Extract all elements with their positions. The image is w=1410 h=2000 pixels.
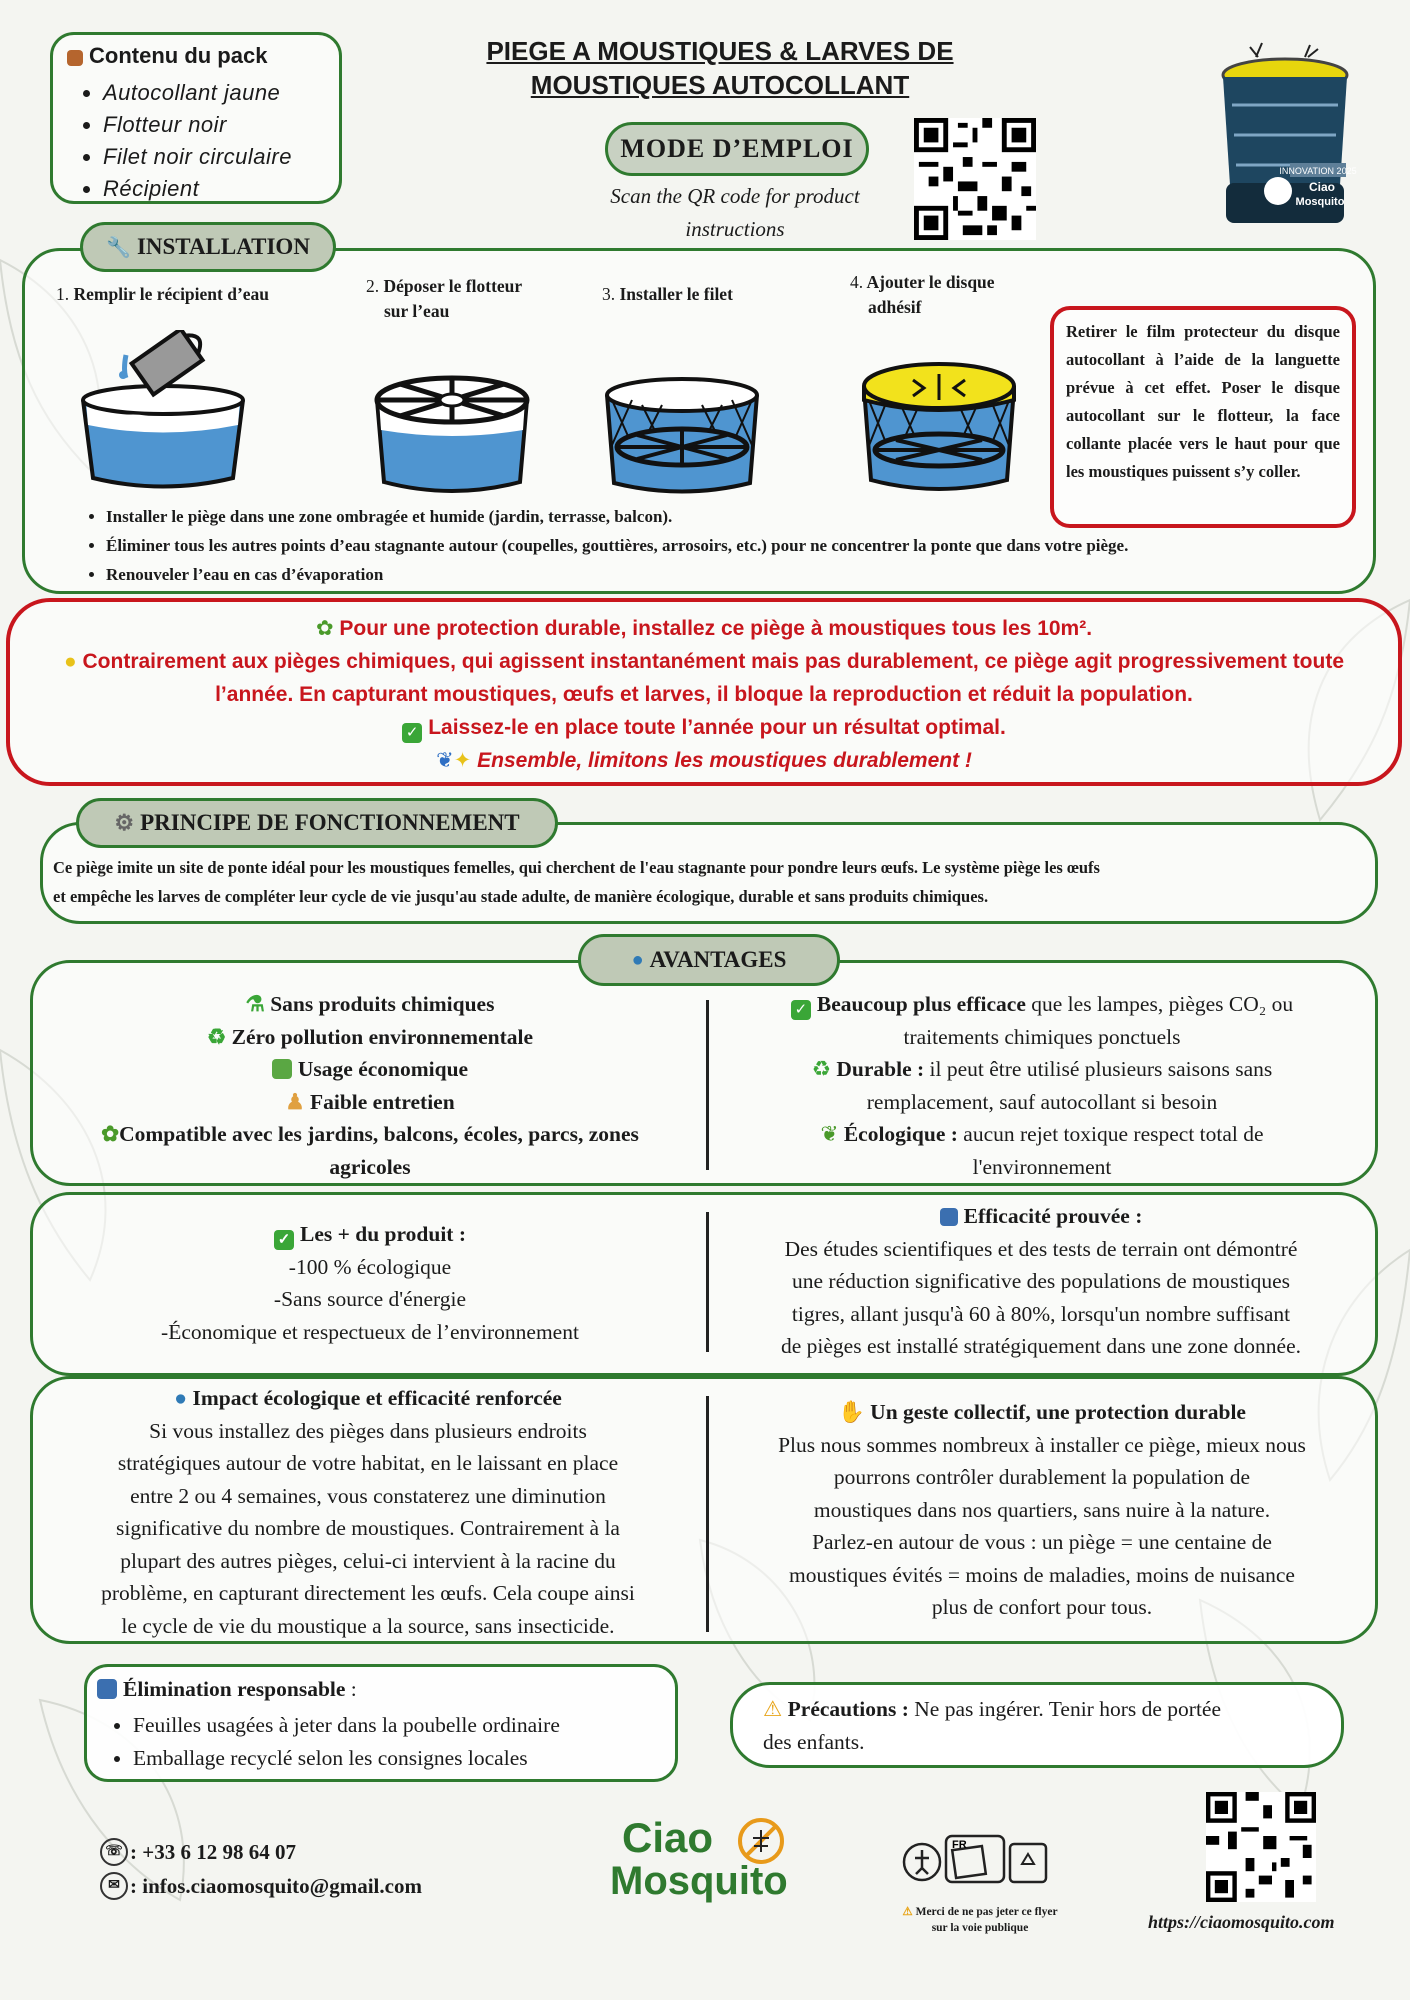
qr-code[interactable]	[914, 118, 1036, 240]
step-4-illustration	[858, 358, 1020, 498]
list-item: • Éliminer tous les autres points d’eau stagnante autour (coupelles, gouttières, arrosoirs, etc.) pour ne concentrer la ponte que dans votre piège.	[106, 531, 1396, 560]
globe-icon: ●	[631, 948, 644, 971]
warning-icon: ⚠	[763, 1697, 783, 1721]
elimination-list	[105, 1709, 560, 1775]
avantages-divider	[706, 1000, 709, 1170]
installation-pill	[80, 222, 336, 272]
website-link[interactable]: https://ciaomosquito.com	[1148, 1912, 1335, 1932]
principe-title: PRINCIPE DE FONCTIONNEMENT	[140, 810, 520, 835]
alert-line-2: ● Contrairement aux pièges chimiques, qui agissent instantanément mais pas durablement, ce piège agit progressivement toute	[63, 650, 1345, 673]
website-qr-code[interactable]	[1206, 1792, 1316, 1902]
avantages-pill	[578, 934, 840, 986]
avantages-left: ⚗ Sans produits chimiques ♻ Zéro pollution environnementale Usage économique ♟ Faible entretien ✿Compatible avec les jardins, balcons, écoles, parcs, zones agricoles	[101, 992, 639, 1179]
lightbulb-icon: ●	[63, 650, 77, 673]
sparkle-icon: ✦	[453, 749, 472, 772]
check-icon: ✓	[791, 1000, 811, 1020]
contact-email[interactable]: ✉ : infos.ciaomosquito@gmail.com	[100, 1872, 422, 1900]
disposal-pictograms	[900, 1830, 1060, 1886]
warning-icon: ⚠	[902, 1906, 913, 1918]
alert-line-5: ❦✦ Ensemble, limitons les moustiques durablement !	[436, 749, 972, 772]
step-3-label: 3. Installer le filet	[602, 284, 733, 304]
list-item: • Installer le piège dans une zone ombragée et humide (jardin, terrasse, balcon).	[106, 502, 1396, 531]
product-badge: INNOVATION 2025	[1279, 166, 1357, 176]
step-4-label: 4. Ajouter le disque adhésif	[850, 272, 995, 317]
installation-title: INSTALLATION	[136, 234, 310, 259]
alert-line-1: ✿ Pour une protection durable, installez ce piège à moustiques tous les 10m².	[315, 617, 1093, 640]
step-2-label: 2. Déposer le flotteur sur l’eau	[366, 276, 523, 321]
product-image	[1210, 35, 1360, 240]
alert-line-3: l’année. En capturant moustiques, œufs et larves, il bloque la reproduction et réduit la population.	[215, 683, 1193, 706]
precautions-box: ⚠ Précautions : Ne pas ingérer. Tenir hors de portée des enfants.	[730, 1682, 1344, 1768]
list-item: • Filet noir circulaire	[103, 141, 292, 173]
recycle-icon: ♻	[811, 1057, 831, 1081]
step-1-label: 1. Remplir le récipient d’eau	[56, 284, 270, 304]
brand-logo	[610, 1816, 810, 1902]
avantages-right: ✓ Beaucoup plus efficace que les lampes, pièges CO₂ ou traitements chimiques ponctuels ♻ Durable : il peut être utilisé plusieurs saisons sans remplacement, sauf autocollant si besoin ❦ Écologique : aucun rejet toxique respect total de l'environnement	[712, 988, 1372, 1183]
avantages-title: AVANTAGES	[649, 947, 787, 972]
alert-line-4: ✓ Laissez-le en place toute l’année pour un résultat optimal.	[10, 711, 1398, 744]
phone-icon: ☏	[100, 1838, 128, 1866]
disposal-fr-label: FR	[952, 1839, 967, 1851]
collectif-section: ✋ Un geste collectif, une protection durable Plus nous sommes nombreux à installer ce piège, mieux nous pourrons contrôler durablement la population de moustiques dans nos quartiers, sans nuire à la nature. Parlez-en autour de vous : un piège = une centaine de moustiques évités = moins de maladies, moins de nuisance plus de confort pour tous.	[778, 1400, 1306, 1619]
recycle-icon: ♻	[206, 1024, 227, 1049]
step-1-illustration	[78, 330, 248, 495]
recycling-bin-icon	[97, 1679, 117, 1699]
gear-icon: ⚙	[114, 810, 135, 835]
mosquito-logo-icon	[736, 1816, 786, 1866]
step-2-illustration	[372, 360, 532, 500]
pack-title: Contenu du pack	[89, 43, 268, 68]
pack-contents-box	[50, 32, 342, 204]
installation-bullets	[80, 502, 1396, 589]
test-tube-icon: ⚗	[245, 992, 265, 1016]
plus-section: ✓ Les + du produit : -100 % écologique -Sans source d'énergie -Économique et respectueux de l’environnement	[161, 1222, 579, 1344]
impact-divider	[706, 1396, 709, 1632]
list-item: • Autocollant jaune	[103, 77, 292, 109]
butterfly-icon: ❦	[436, 749, 454, 772]
brand-name-mosquito: Mosquito	[610, 1859, 788, 1903]
elimination-title: Élimination responsable	[123, 1677, 346, 1701]
list-item: • Flotteur noir	[103, 109, 292, 141]
alert-box	[6, 598, 1402, 786]
page-title: PIEGE A MOUSTIQUES & LARVES DE MOUSTIQUES AUTOCOLLANT	[486, 36, 954, 100]
efficacite-section: Efficacité prouvée : Des études scientifiques et des tests de terrain ont démontré une réduction significative des populations de moustiques tigres, allant jusqu'à 60 à 80%, lorsqu'un nombre suffisant de pièges est installé stratégiquement dans une zone donnée.	[780, 1204, 1301, 1358]
disposal-note: ⚠ Merci de ne pas jeter ce flyer sur la voie publique	[902, 1906, 1058, 1934]
bar-chart-icon	[940, 1208, 958, 1226]
money-icon	[272, 1059, 292, 1079]
sprout-icon: ✿	[101, 1122, 120, 1146]
pack-list	[75, 77, 292, 205]
person-icon: ♟	[285, 1089, 305, 1114]
check-icon: ✓	[402, 723, 422, 743]
mode-emploi-label: MODE D’EMPLOI	[620, 134, 854, 163]
list-item: • Feuilles usagées à jeter dans la poubelle ordinaire	[133, 1709, 560, 1742]
step-3-illustration	[602, 375, 762, 500]
product-brand-mosquito: Mosquito	[1295, 196, 1345, 208]
list-item: • Renouveler l’eau en cas d’évaporation	[106, 560, 1396, 589]
globe-icon: ●	[174, 1386, 188, 1410]
package-icon	[67, 50, 83, 66]
handshake-icon: ✋	[838, 1400, 865, 1424]
installation-note-box	[1050, 306, 1356, 528]
elimination-box: Élimination responsable : • Feuilles usagées à jeter dans la poubelle ordinaire • Emballage recyclé selon les consignes locales	[84, 1664, 678, 1782]
installation-note: Retirer le film protecteur du disque autocollant à l’aide de la languette prévue à cet effet. Poser le disque autocollant sur le flotteur, la face collante placée vers le haut pour que les moustiques puissent s’y coller.	[1066, 322, 1340, 481]
list-item: • Récipient	[103, 173, 292, 205]
seedling-icon: ❦	[820, 1122, 839, 1146]
contact-phone[interactable]: ☏ : +33 6 12 98 64 07	[100, 1838, 296, 1866]
brand-name-ciao: Ciao	[622, 1814, 714, 1861]
email-icon: ✉	[100, 1872, 128, 1900]
impact-section: ● Impact écologique et efficacité renforcée Si vous installez des pièges dans plusieurs endroits stratégiques autour de votre habitat, en le laissant en place entre 2 ou 4 semaines, vous constaterez une diminution significative du nombre de moustiques. Contrairement à la plupart des autres pièges, celui-ci intervient à la racine du problème, en capturant directement les œufs. Cela coupe ainsi le cycle de vie du moustique a la source, sans insecticide.	[101, 1386, 635, 1638]
list-item: • Emballage recyclé selon les consignes locales	[133, 1742, 560, 1775]
check-icon: ✓	[274, 1230, 294, 1250]
principe-text: Ce piège imite un site de ponte idéal pour les moustiques femelles, qui cherchent de l'eau stagnante pour pondre leurs œufs. Le système piège les œufs et empêche les larves de compléter leur cycle de vie jusqu'au stade adulte, de manière écologique, durable et sans produits chimiques.	[53, 858, 1100, 906]
wrench-icon: 🔧	[106, 236, 131, 259]
product-brand-ciao: Ciao	[1308, 180, 1336, 194]
principe-pill	[76, 798, 558, 848]
mode-emploi-pill	[605, 122, 869, 176]
sprout-icon: ✿	[315, 617, 334, 640]
scan-instructions: Scan the QR code for product instructions	[610, 184, 860, 241]
